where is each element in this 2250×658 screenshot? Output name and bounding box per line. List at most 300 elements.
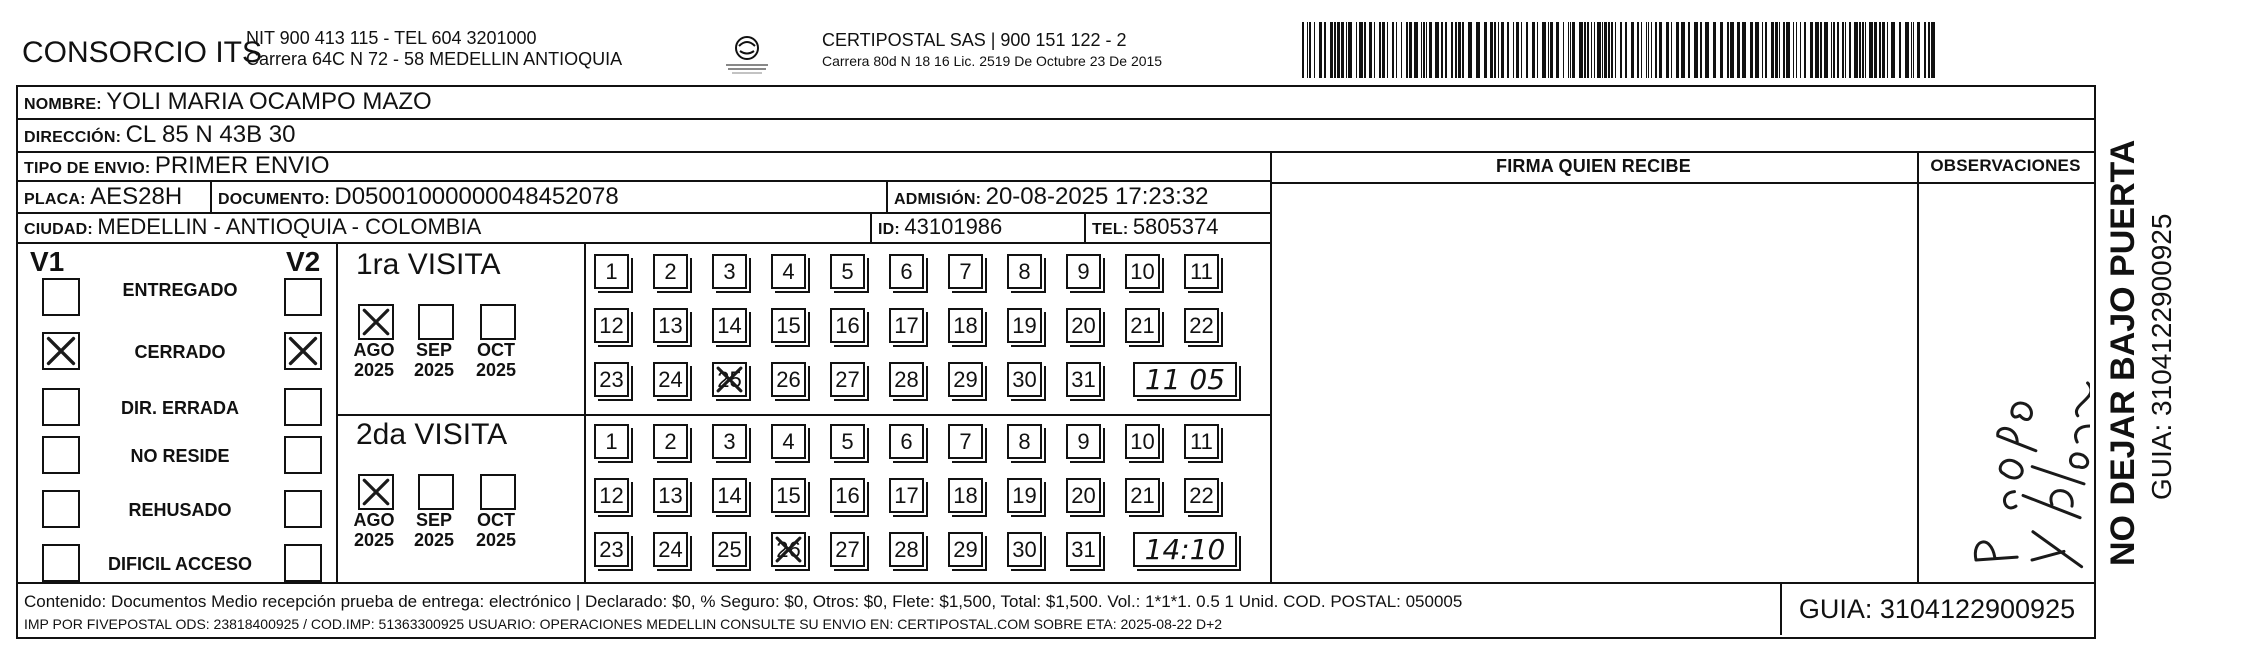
barcode-bar bbox=[1572, 22, 1575, 78]
day-number: 1 bbox=[605, 258, 618, 284]
id-value: 43101986 bbox=[904, 214, 1003, 239]
direccion-row bbox=[24, 121, 295, 149]
tel-value: 5805374 bbox=[1132, 214, 1219, 239]
barcode-bar bbox=[1423, 22, 1425, 78]
barcode-bar bbox=[1455, 22, 1457, 78]
day-number: 16 bbox=[835, 482, 860, 508]
day-box[interactable] bbox=[1066, 532, 1101, 567]
day-box[interactable] bbox=[771, 424, 806, 459]
documento-row bbox=[218, 183, 619, 211]
barcode-bar bbox=[1765, 22, 1767, 78]
visita2-title: 2da VISITA bbox=[356, 418, 508, 451]
barcode-bar bbox=[1615, 22, 1616, 78]
day-box[interactable] bbox=[948, 362, 983, 397]
status-label: ENTREGADO bbox=[122, 280, 238, 300]
barcode-bar bbox=[1641, 22, 1642, 78]
barcode-bar bbox=[1700, 22, 1702, 78]
barcode-bar bbox=[1730, 22, 1734, 78]
day-number: 30 bbox=[1012, 366, 1037, 392]
barcode-bar bbox=[1494, 22, 1496, 78]
day-number: 8 bbox=[1018, 258, 1031, 284]
barcode-bar bbox=[1602, 22, 1603, 78]
day-number: 19 bbox=[1012, 482, 1037, 508]
tel-row bbox=[1092, 214, 1218, 240]
day-box[interactable] bbox=[830, 532, 865, 567]
observaciones-header: OBSERVACIONES bbox=[1930, 156, 2081, 175]
barcode-bar bbox=[1379, 22, 1381, 78]
barcode-bar bbox=[1862, 22, 1864, 78]
tipo-label: TIPO DE ENVIO: bbox=[24, 160, 151, 177]
day-number: 4 bbox=[782, 428, 795, 454]
day-box[interactable] bbox=[712, 478, 747, 513]
month-year: 2025 bbox=[413, 360, 455, 380]
month-name: AGO bbox=[353, 340, 395, 360]
barcode-bar bbox=[1771, 22, 1774, 78]
day-box[interactable] bbox=[1184, 254, 1219, 289]
ciudad-value: MEDELLIN - ANTIOQUIA - COLOMBIA bbox=[97, 214, 482, 239]
day-box[interactable] bbox=[889, 308, 924, 343]
day-number: 2 bbox=[664, 428, 677, 454]
day-box[interactable] bbox=[948, 532, 983, 567]
month-name: SEP bbox=[415, 340, 453, 360]
day-box[interactable] bbox=[1066, 308, 1101, 343]
barcode-bar bbox=[1526, 22, 1528, 78]
day-box[interactable] bbox=[771, 362, 806, 397]
day-box[interactable] bbox=[830, 362, 865, 397]
carrier-info bbox=[822, 30, 1162, 72]
day-box[interactable] bbox=[653, 478, 688, 513]
day-box[interactable] bbox=[1007, 254, 1042, 289]
barcode-bar bbox=[1810, 22, 1813, 78]
company-address: Carrera 64C N 72 - 58 MEDELLIN ANTIOQUIA bbox=[246, 49, 623, 69]
barcode-bar bbox=[1608, 22, 1610, 78]
barcode-bar bbox=[1451, 22, 1453, 78]
day-box[interactable] bbox=[594, 362, 629, 397]
barcode-bar bbox=[1869, 22, 1873, 78]
company-name: CONSORCIO ITS bbox=[22, 36, 263, 69]
barcode-bar bbox=[1364, 22, 1366, 78]
footer-contenido: Contenido: Documentos Medio recepción prueba de entrega: electrónico | Declarado: $0, % Seguro: $0, Otros: $0, Flete: $1,500, Total: $1,500. Vol.: 1*1*1. 0.5 1 Unid. COD. POSTAL: 050005 bbox=[24, 592, 1463, 611]
day-box[interactable] bbox=[1125, 478, 1160, 513]
barcode-bar bbox=[1713, 22, 1716, 78]
direccion-label: DIRECCIÓN: bbox=[24, 129, 122, 146]
day-box[interactable] bbox=[1066, 362, 1101, 397]
company-nit: NIT 900 413 115 - TEL 604 3201000 bbox=[246, 28, 537, 48]
day-box[interactable] bbox=[948, 478, 983, 513]
day-number: 6 bbox=[900, 258, 913, 284]
tel-label: TEL: bbox=[1092, 221, 1129, 238]
day-box[interactable] bbox=[653, 362, 688, 397]
day-box[interactable] bbox=[1125, 254, 1160, 289]
barcode-bar bbox=[1620, 22, 1622, 78]
barcode-bar bbox=[1568, 22, 1569, 78]
barcode-bar bbox=[1891, 22, 1895, 78]
day-box[interactable] bbox=[1007, 532, 1042, 567]
barcode-bar bbox=[1625, 22, 1627, 78]
day-number: 24 bbox=[658, 536, 683, 562]
footer-guia: GUIA: 3104122900925 bbox=[1798, 594, 2076, 624]
day-box[interactable] bbox=[889, 362, 924, 397]
day-number: 12 bbox=[599, 312, 624, 338]
barcode-bar bbox=[1786, 22, 1790, 78]
status-label: REHUSADO bbox=[128, 500, 232, 520]
barcode-bar bbox=[1924, 22, 1926, 78]
barcode-bar bbox=[1382, 22, 1385, 78]
nombre-row bbox=[24, 88, 432, 116]
barcode-bar bbox=[1409, 22, 1412, 78]
barcode-bar bbox=[1346, 22, 1347, 78]
nombre-label: NOMBRE: bbox=[24, 96, 102, 113]
barcode-bar bbox=[1319, 22, 1322, 78]
day-number: 22 bbox=[1189, 312, 1214, 338]
barcode-bar bbox=[1324, 22, 1326, 78]
day-box[interactable] bbox=[594, 478, 629, 513]
barcode-bar bbox=[1762, 22, 1763, 78]
barcode-bar bbox=[1742, 22, 1746, 78]
barcode-bar bbox=[1887, 22, 1888, 78]
day-number: 18 bbox=[953, 482, 978, 508]
direccion-value: CL 85 N 43B 30 bbox=[125, 121, 296, 148]
status-label: CERRADO bbox=[134, 342, 226, 362]
barcode-bar bbox=[1651, 22, 1652, 78]
month-checkbox[interactable] bbox=[480, 304, 516, 340]
barcode-bar bbox=[1330, 22, 1333, 78]
day-number: 17 bbox=[894, 312, 919, 338]
day-number: 10 bbox=[1130, 428, 1155, 454]
barcode bbox=[1302, 22, 1942, 80]
day-box[interactable] bbox=[889, 478, 924, 513]
barcode-bar bbox=[1913, 22, 1914, 78]
barcode-bar bbox=[1542, 22, 1546, 78]
barcode-bar bbox=[1931, 22, 1935, 78]
admision-label: ADMISIÓN: bbox=[894, 191, 982, 208]
observaciones-handwriting bbox=[1920, 240, 2090, 580]
day-box[interactable] bbox=[1007, 362, 1042, 397]
barcode-bar bbox=[1865, 22, 1866, 78]
day-box[interactable] bbox=[712, 308, 747, 343]
day-number: 11 bbox=[1190, 428, 1213, 454]
company-info bbox=[246, 28, 622, 70]
month-checkbox[interactable] bbox=[418, 304, 454, 340]
barcode-bar bbox=[1824, 22, 1828, 78]
barcode-bar bbox=[1594, 22, 1595, 78]
day-box[interactable] bbox=[712, 532, 747, 567]
month-year: 2025 bbox=[353, 360, 395, 380]
barcode-bar bbox=[1882, 22, 1885, 78]
day-number: 20 bbox=[1071, 482, 1096, 508]
day-box[interactable] bbox=[830, 424, 865, 459]
barcode-bar bbox=[1655, 22, 1657, 78]
month-year: 2025 bbox=[413, 530, 455, 550]
day-box[interactable] bbox=[1007, 308, 1042, 343]
day-box[interactable] bbox=[830, 308, 865, 343]
tipo-row bbox=[24, 152, 330, 180]
v2-header: V2 bbox=[286, 246, 321, 277]
barcode-bar bbox=[1309, 22, 1311, 78]
barcode-bar bbox=[1737, 22, 1740, 78]
day-box[interactable] bbox=[653, 532, 688, 567]
day-number: 31 bbox=[1071, 536, 1096, 562]
barcode-bar bbox=[1429, 22, 1432, 78]
day-box[interactable] bbox=[889, 254, 924, 289]
day-number: 19 bbox=[1012, 312, 1037, 338]
day-box[interactable] bbox=[653, 424, 688, 459]
day-number: 15 bbox=[776, 482, 801, 508]
placa-label: PLACA: bbox=[24, 191, 86, 208]
barcode-bar bbox=[1341, 22, 1344, 78]
barcode-bar bbox=[1462, 22, 1464, 78]
day-box[interactable] bbox=[1184, 424, 1219, 459]
day-box[interactable] bbox=[889, 532, 924, 567]
day-number: 21 bbox=[1130, 312, 1155, 338]
barcode-bar bbox=[1537, 22, 1538, 78]
day-box[interactable] bbox=[594, 532, 629, 567]
barcode-bar bbox=[1637, 22, 1639, 78]
day-box[interactable] bbox=[712, 362, 747, 397]
day-box[interactable] bbox=[653, 254, 688, 289]
barcode-bar bbox=[1666, 22, 1669, 78]
barcode-bar bbox=[1501, 22, 1504, 78]
side-warning: NO DEJAR BAJO PUERTA bbox=[2104, 139, 2142, 566]
month-name: SEP bbox=[415, 510, 453, 530]
barcode-bar bbox=[1414, 22, 1418, 78]
month-label bbox=[406, 340, 462, 380]
placa-value: AES28H bbox=[90, 183, 183, 210]
barcode-bar bbox=[1302, 22, 1304, 78]
day-box[interactable] bbox=[948, 424, 983, 459]
day-number: 13 bbox=[658, 482, 683, 508]
barcode-bar bbox=[1468, 22, 1472, 78]
day-number: 14 bbox=[717, 312, 742, 338]
day-box[interactable] bbox=[1066, 424, 1101, 459]
day-box[interactable] bbox=[653, 308, 688, 343]
status-label: DIFICIL ACCESO bbox=[107, 554, 252, 574]
day-number: 7 bbox=[959, 258, 972, 284]
barcode-bar bbox=[1579, 22, 1583, 78]
month-checkbox[interactable] bbox=[418, 474, 454, 510]
barcode-bar bbox=[1720, 22, 1723, 78]
day-number: 2 bbox=[664, 258, 677, 284]
day-box[interactable] bbox=[1184, 478, 1219, 513]
admision-row bbox=[894, 183, 1208, 211]
day-box[interactable] bbox=[771, 308, 806, 343]
barcode-bar bbox=[1859, 22, 1861, 78]
barcode-bar bbox=[1445, 22, 1447, 78]
month-checkbox[interactable] bbox=[358, 304, 394, 340]
carrier-name: CERTIPOSTAL SAS | 900 151 122 - 2 bbox=[822, 30, 1127, 50]
time-box[interactable] bbox=[1133, 532, 1237, 567]
day-box[interactable] bbox=[830, 254, 865, 289]
day-number: 27 bbox=[835, 536, 860, 562]
day-number: 26 bbox=[776, 366, 801, 392]
day-box[interactable] bbox=[594, 424, 629, 459]
barcode-bar bbox=[1550, 22, 1553, 78]
barcode-bar bbox=[1671, 22, 1672, 78]
barcode-bar bbox=[1337, 22, 1340, 78]
barcode-bar bbox=[1401, 22, 1402, 78]
barcode-bar bbox=[1837, 22, 1839, 78]
barcode-bar bbox=[1426, 22, 1427, 78]
barcode-bar bbox=[1441, 22, 1443, 78]
barcode-bar bbox=[1775, 22, 1778, 78]
day-box[interactable] bbox=[771, 478, 806, 513]
day-box[interactable] bbox=[712, 424, 747, 459]
day-number: 16 bbox=[835, 312, 860, 338]
day-number: 7 bbox=[959, 428, 972, 454]
barcode-bar bbox=[1387, 22, 1388, 78]
barcode-bar bbox=[1604, 22, 1607, 78]
day-box[interactable] bbox=[771, 254, 806, 289]
barcode-bar bbox=[1833, 22, 1835, 78]
barcode-bar bbox=[1516, 22, 1519, 78]
day-box[interactable] bbox=[1007, 424, 1042, 459]
barcode-bar bbox=[1793, 22, 1794, 78]
day-box[interactable] bbox=[1125, 308, 1160, 343]
barcode-bar bbox=[1484, 22, 1487, 78]
month-year: 2025 bbox=[475, 530, 517, 550]
barcode-bar bbox=[1849, 22, 1851, 78]
documento-label: DOCUMENTO: bbox=[218, 191, 330, 208]
barcode-bar bbox=[1796, 22, 1797, 78]
day-number: 30 bbox=[1012, 536, 1037, 562]
day-number: 25 bbox=[717, 366, 742, 392]
day-box[interactable] bbox=[1007, 478, 1042, 513]
barcode-bar bbox=[1874, 22, 1877, 78]
barcode-bar bbox=[1458, 22, 1461, 78]
tipo-value: PRIMER ENVIO bbox=[154, 152, 330, 179]
month-label bbox=[468, 510, 524, 550]
day-number: 24 bbox=[658, 366, 683, 392]
day-box[interactable] bbox=[1125, 424, 1160, 459]
barcode-bar bbox=[1498, 22, 1499, 78]
day-box[interactable] bbox=[1184, 308, 1219, 343]
side-guia: GUIA: 3104122900925 bbox=[2146, 213, 2177, 500]
v1-header: V1 bbox=[30, 246, 65, 277]
barcode-bar bbox=[1820, 22, 1822, 78]
barcode-bar bbox=[1681, 22, 1685, 78]
day-number: 26 bbox=[776, 536, 801, 562]
day-number: 28 bbox=[894, 366, 919, 392]
placa-row bbox=[24, 183, 182, 211]
barcode-bar bbox=[1435, 22, 1439, 78]
day-box[interactable] bbox=[594, 254, 629, 289]
month-checkbox[interactable] bbox=[358, 474, 394, 510]
barcode-bar bbox=[1490, 22, 1493, 78]
barcode-bar bbox=[1369, 22, 1372, 78]
barcode-bar bbox=[1911, 22, 1912, 78]
barcode-bar bbox=[1631, 22, 1634, 78]
barcode-bar bbox=[1879, 22, 1881, 78]
firma-header: FIRMA QUIEN RECIBE bbox=[1496, 156, 1691, 176]
time-box[interactable] bbox=[1133, 362, 1237, 397]
barcode-bar bbox=[1694, 22, 1698, 78]
day-box[interactable] bbox=[889, 424, 924, 459]
day-number: 20 bbox=[1071, 312, 1096, 338]
day-box[interactable] bbox=[830, 478, 865, 513]
certipostal-logo bbox=[712, 32, 782, 80]
barcode-bar bbox=[1374, 22, 1375, 78]
documento-value: D05001000000048452078 bbox=[334, 183, 619, 210]
month-name: OCT bbox=[477, 340, 515, 360]
barcode-bar bbox=[1831, 22, 1832, 78]
day-box[interactable] bbox=[1066, 478, 1101, 513]
admision-value: 20-08-2025 17:23:32 bbox=[985, 183, 1209, 210]
day-number: 23 bbox=[599, 366, 624, 392]
barcode-bar bbox=[1779, 22, 1780, 78]
month-year: 2025 bbox=[475, 360, 517, 380]
barcode-bar bbox=[1804, 22, 1806, 78]
nombre-value: YOLI MARIA OCAMPO MAZO bbox=[106, 88, 432, 115]
day-number: 31 bbox=[1071, 366, 1096, 392]
barcode-bar bbox=[1406, 22, 1408, 78]
barcode-bar bbox=[1356, 22, 1357, 78]
month-checkbox[interactable] bbox=[480, 474, 516, 510]
month-label bbox=[346, 340, 402, 380]
barcode-bar bbox=[1597, 22, 1601, 78]
barcode-bar bbox=[1854, 22, 1858, 78]
barcode-bar bbox=[1476, 22, 1480, 78]
day-box[interactable] bbox=[1066, 254, 1101, 289]
barcode-bar bbox=[1307, 22, 1308, 78]
barcode-bar bbox=[1521, 22, 1522, 78]
footer-imp: IMP POR FIVEPOSTAL ODS: 23818400925 / COD.IMP: 51363300925 USUARIO: OPERACIONES MEDELLIN CONSULTE SU ENVIO EN: CERTIPOSTAL.COM SOBRE ETA: 2025-08-22 D+2 bbox=[24, 616, 1223, 632]
month-label bbox=[468, 340, 524, 380]
barcode-bar bbox=[1591, 22, 1592, 78]
day-mark bbox=[773, 534, 804, 565]
day-number: 9 bbox=[1077, 428, 1090, 454]
barcode-bar bbox=[1334, 22, 1336, 78]
barcode-bar bbox=[1507, 22, 1509, 78]
day-number: 4 bbox=[782, 258, 795, 284]
day-box[interactable] bbox=[771, 532, 806, 567]
barcode-bar bbox=[1659, 22, 1662, 78]
barcode-bar bbox=[1928, 22, 1930, 78]
barcode-bar bbox=[1800, 22, 1801, 78]
day-box[interactable] bbox=[948, 308, 983, 343]
day-number: 21 bbox=[1130, 482, 1155, 508]
barcode-bar bbox=[1646, 22, 1647, 78]
status-label: DIR. ERRADA bbox=[120, 398, 239, 418]
barcode-bar bbox=[1314, 22, 1315, 78]
day-number: 22 bbox=[1189, 482, 1214, 508]
barcode-bar bbox=[1556, 22, 1559, 78]
barcode-bar bbox=[1705, 22, 1709, 78]
id-row bbox=[878, 214, 1002, 240]
carrier-license: Carrera 80d N 18 16 Lic. 2519 De Octubre 23 De 2015 bbox=[822, 53, 1163, 69]
ciudad-row bbox=[24, 214, 481, 240]
barcode-bar bbox=[1348, 22, 1352, 78]
day-box[interactable] bbox=[594, 308, 629, 343]
time-value: 11 05 bbox=[1144, 363, 1226, 396]
id-label: ID: bbox=[878, 221, 900, 238]
day-box[interactable] bbox=[712, 254, 747, 289]
barcode-bar bbox=[1815, 22, 1819, 78]
barcode-bar bbox=[1905, 22, 1909, 78]
barcode-bar bbox=[1584, 22, 1586, 78]
time-value: 14:10 bbox=[1144, 533, 1226, 566]
barcode-bar bbox=[1359, 22, 1363, 78]
barcode-bar bbox=[1727, 22, 1729, 78]
month-year: 2025 bbox=[353, 530, 395, 550]
day-number: 5 bbox=[841, 428, 854, 454]
day-number: 13 bbox=[658, 312, 683, 338]
barcode-bar bbox=[1842, 22, 1844, 78]
barcode-bar bbox=[1750, 22, 1753, 78]
day-number: 9 bbox=[1077, 258, 1090, 284]
barcode-bar bbox=[1587, 22, 1589, 78]
status-label: NO RESIDE bbox=[130, 446, 230, 466]
day-box[interactable] bbox=[948, 254, 983, 289]
